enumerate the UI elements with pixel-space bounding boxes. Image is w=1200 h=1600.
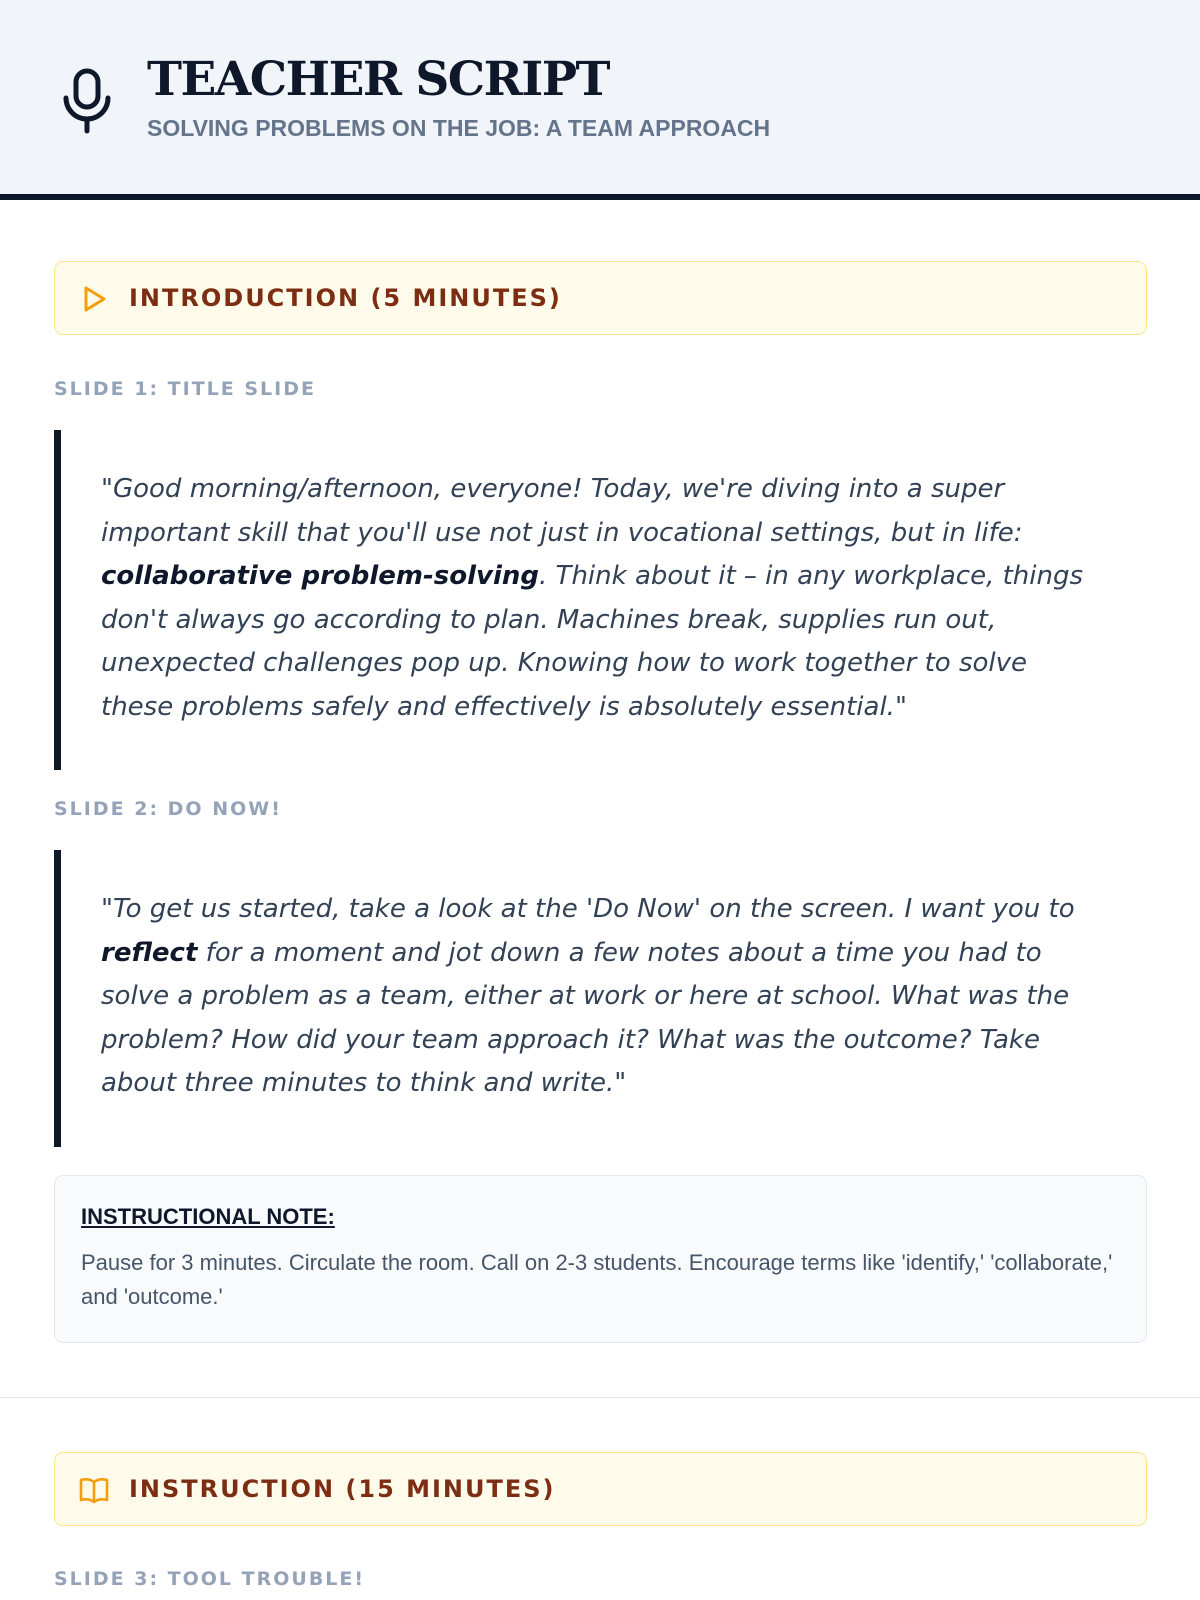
section-divider xyxy=(0,1397,1200,1398)
book-icon xyxy=(79,1475,109,1505)
page-header xyxy=(0,0,1200,200)
microphone-icon xyxy=(62,68,112,134)
section-header-introduction xyxy=(54,261,1147,335)
script-quote xyxy=(54,430,1147,770)
slide-label: SLIDE 2: DO NOW! xyxy=(54,798,282,820)
instructional-note xyxy=(54,1175,1147,1343)
page-title: TEACHER SCRIPT xyxy=(147,52,610,107)
script-emphasis: collaborative problem-solving xyxy=(101,561,540,591)
script-text: . Think about it – in any workplace, things don't always go according to plan. Machines break, supplies run out, unexpected challenges pop up. Knowing how to work together to solve these problems safely and effectively is absolutely essential." xyxy=(101,561,1084,722)
script-quote xyxy=(54,850,1147,1147)
script-text: "To get us started, take a look at the 'Do Now' on the screen. I want you to xyxy=(101,894,1075,924)
page-subtitle: SOLVING PROBLEMS ON THE JOB: A TEAM APPROACH xyxy=(147,115,771,141)
note-body: Pause for 3 minutes. Circulate the room. Call on 2-3 students. Encourage terms like 'identify,' 'collaborate,' and 'outcome.' xyxy=(81,1250,1113,1310)
slide-label: SLIDE 3: TOOL TROUBLE! xyxy=(54,1568,366,1590)
section-title: INTRODUCTION (5 MINUTES) xyxy=(129,284,562,312)
script-text: "Good morning/afternoon, everyone! Today, we're diving into a super important skill that you'll use not just in vocational settings, but in life: xyxy=(101,474,1023,548)
script-emphasis: reflect xyxy=(101,937,198,968)
section-header-instruction xyxy=(54,1452,1147,1526)
section-title: INSTRUCTION (15 MINUTES) xyxy=(129,1475,556,1503)
slide-label: SLIDE 1: TITLE SLIDE xyxy=(54,378,316,400)
play-icon xyxy=(79,284,109,314)
script-text: for a moment and jot down a few notes about a time you had to solve a problem as a team, either at work or here at school. What was the problem? How did your team approach it? What was the outcome? Take about three minutes to think and write." xyxy=(101,937,1070,1098)
note-title: INSTRUCTIONAL NOTE: xyxy=(81,1204,335,1229)
